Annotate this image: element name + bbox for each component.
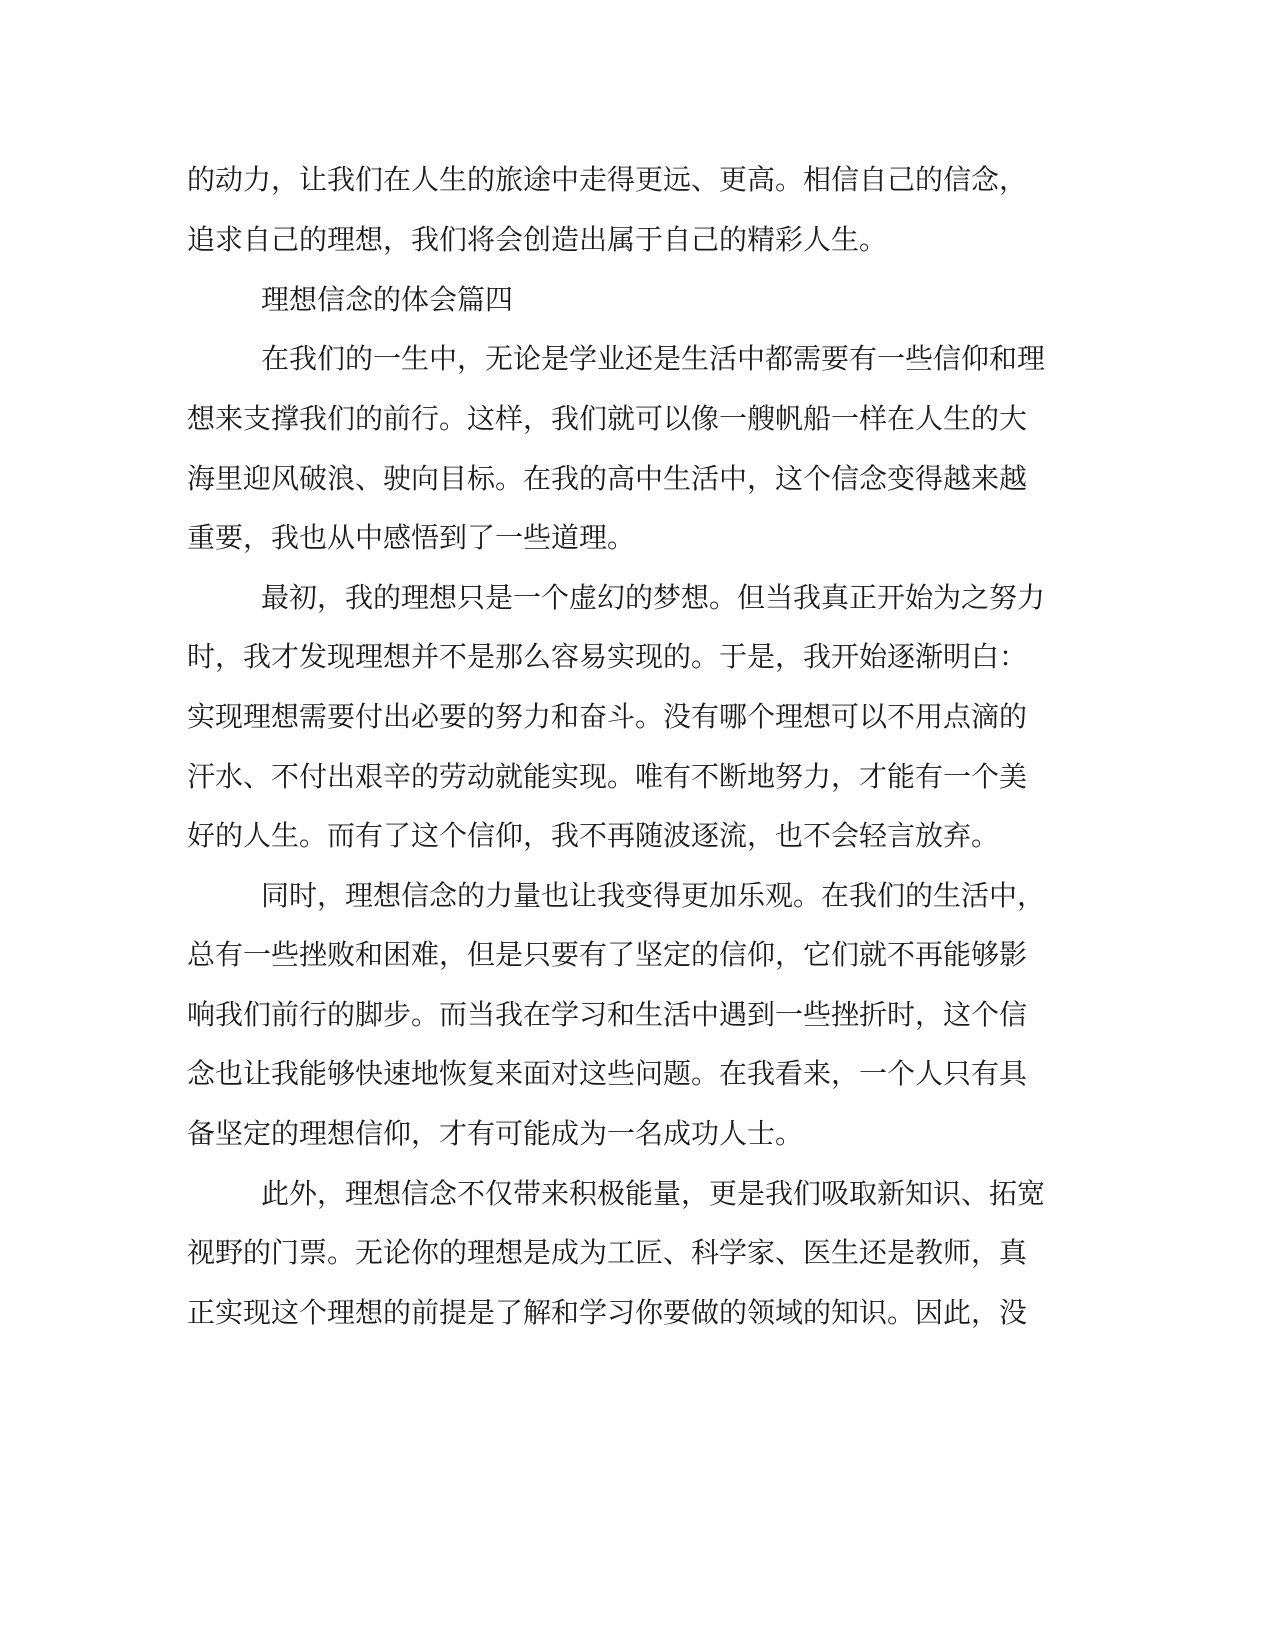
paragraph-start-line: 此外，理想信念不仅带来积极能量，更是我们吸取新知识、拓宽 [261, 1177, 1046, 1210]
text-line: 实现理想需要付出必要的努力和奋斗。没有哪个理想可以不用点滴的 [187, 700, 1028, 733]
text-line: 正实现这个理想的前提是了解和学习你要做的领域的知识。因此，没 [187, 1296, 1028, 1329]
text-line: 追求自己的理想，我们将会创造出属于自己的精彩人生。 [187, 223, 888, 256]
paragraph-start-line: 在我们的一生中，无论是学业还是生活中都需要有一些信仰和理 [261, 342, 1046, 375]
text-line: 总有一些挫败和困难，但是只要有了坚定的信仰，它们就不再能够影 [187, 938, 1028, 971]
text-line: 念也让我能够快速地恢复来面对这些问题。在我看来，一个人只有具 [187, 1057, 1028, 1090]
text-line: 备坚定的理想信仰，才有可能成为一名成功人士。 [187, 1117, 804, 1150]
text-line: 汗水、不付出艰辛的劳动就能实现。唯有不断地努力，才能有一个美 [187, 760, 1028, 793]
text-line: 想来支撑我们的前行。这样，我们就可以像一艘帆船一样在人生的大 [187, 402, 1028, 435]
text-line: 响我们前行的脚步。而当我在学习和生活中遇到一些挫折时，这个信 [187, 998, 1028, 1031]
text-line: 重要，我也从中感悟到了一些道理。 [187, 521, 636, 554]
text-line: 视野的门票。无论你的理想是成为工匠、科学家、医生还是教师，真 [187, 1236, 1028, 1269]
paragraph-start-line: 同时，理想信念的力量也让我变得更加乐观。在我们的生活中， [261, 879, 1046, 912]
text-line: 好的人生。而有了这个信仰，我不再随波逐流，也不会轻言放弃。 [187, 819, 1000, 852]
text-line: 海里迎风破浪、驶向目标。在我的高中生活中，这个信念变得越来越 [187, 462, 1028, 495]
section-heading: 理想信念的体会篇四 [261, 283, 514, 316]
text-line: 的动力，让我们在人生的旅途中走得更远、更高。相信自己的信念， [187, 163, 1028, 196]
text-line: 时，我才发现理想并不是那么容易实现的。于是，我开始逐渐明白： [187, 640, 1028, 673]
paragraph-start-line: 最初，我的理想只是一个虚幻的梦想。但当我真正开始为之努力 [261, 581, 1046, 614]
